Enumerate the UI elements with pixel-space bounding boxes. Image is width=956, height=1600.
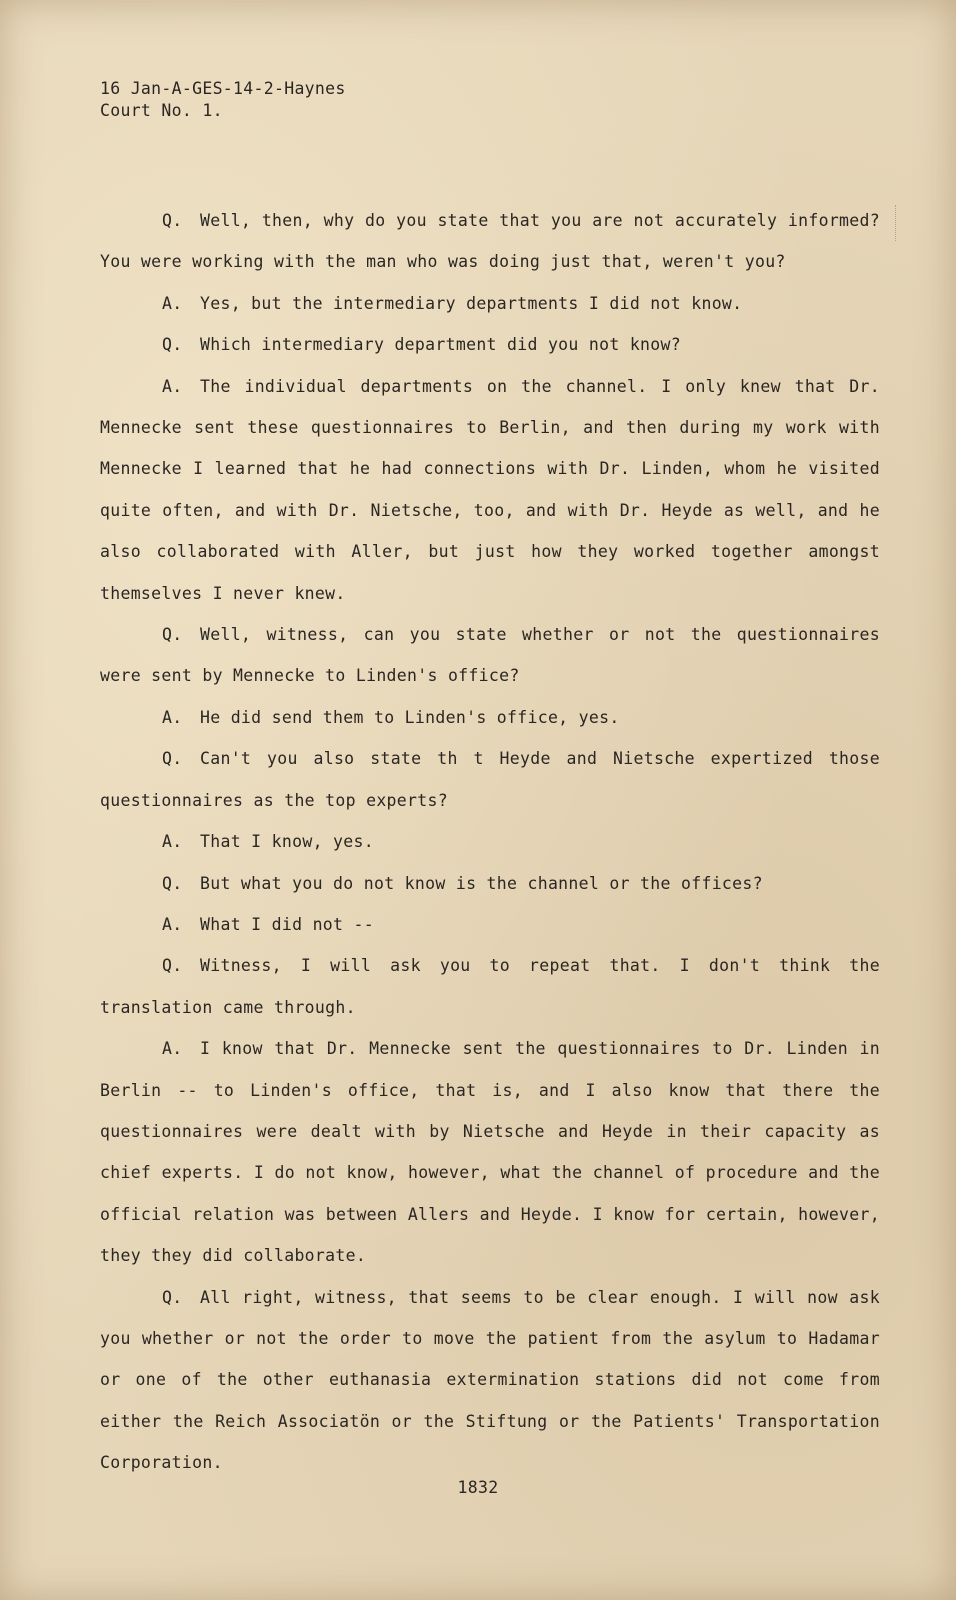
paragraph-text: All right, witness, that seems to be clear enough. I will now ask you whether or not the order to move the patient from the asylum to Hadamar or one of the other euthanasia extermination stations did not come from either the Reich Associatön or the Stiftung or the Patients' Transportation Corporation. [100,1287,880,1473]
transcript-paragraph [100,697,880,738]
transcript-paragraph [100,945,880,1028]
paragraph-text: The individual departments on the channel. I only knew that Dr. Mennecke sent these questionnaires to Berlin, and then during my work with Mennecke I learned that he had connections with Dr. Linden, whom he visited quite often, and with Dr. Nietsche, too, and with Dr. Heyde as well, and he also collaborated with Aller, but just how they worked together amongst themselves I never knew. [100,376,880,603]
transcript-paragraph [100,324,880,365]
page-number: 1832 [457,1478,499,1497]
transcript-paragraph [100,614,880,697]
paragraph-text: What I did not -- [200,914,374,934]
paragraph-text: Well, witness, can you state whether or not the questionnaires were sent by Mennecke to Linden's office? [100,625,880,686]
speaker-tag: Q. [162,956,183,976]
document-header [100,78,346,122]
transcript-paragraph [100,200,880,283]
transcript-paragraph [100,1277,880,1484]
speaker-tag: A. [162,1039,183,1059]
paragraph-text: He did send them to Linden's office, yes. [200,707,620,727]
transcript-body [100,200,880,1484]
paragraph-text: Which intermediary department did you not know? [200,335,681,355]
speaker-tag: Q. [162,749,183,769]
header-court: Court No. 1. [100,101,223,120]
transcript-paragraph [100,821,880,862]
speaker-tag: Q. [162,1287,183,1307]
paragraph-text: Well, then, why do you state that you are not accurately informed? You were working with the man who was doing just that, weren't you? [100,211,880,272]
paragraph-text: That I know, yes. [200,832,374,852]
speaker-tag: A. [162,293,183,313]
transcript-paragraph [100,283,880,324]
transcript-paragraph [100,863,880,904]
speaker-tag: Q. [162,335,183,355]
speaker-tag: A. [162,914,183,934]
paragraph-text: But what you do not know is the channel or the offices? [200,873,763,893]
transcript-paragraph [100,1028,880,1276]
speaker-tag: A. [162,707,183,727]
paragraph-text: Witness, I will ask you to repeat that. I don't think the translation came through. [100,956,880,1017]
speaker-tag: Q. [162,211,183,230]
paragraph-text: I know that Dr. Mennecke sent the questionnaires to Dr. Linden in Berlin -- to Linden's office, that is, and I also know that there the questionnaires were dealt with by Nietsche and Heyde in their capacity as chief experts. I do not know, however, what the channel of procedure and the official relation was between Allers and Heyde. I know for certain, however, they they did collaborate. [100,1039,880,1266]
speaker-tag: A. [162,832,183,852]
speaker-tag: Q. [162,625,183,645]
transcript-paragraph [100,738,880,821]
speaker-tag: Q. [162,873,183,893]
transcript-paragraph [100,904,880,945]
paragraph-text: Can't you also state th t Heyde and Nietsche expertized those questionnaires as the top experts? [100,749,880,810]
speaker-tag: A. [162,376,183,396]
margin-mark [889,205,896,241]
transcript-paragraph [100,366,880,614]
header-reference: 16 Jan-A-GES-14-2-Haynes [100,79,346,98]
paragraph-text: Yes, but the intermediary departments I did not know. [200,293,743,313]
